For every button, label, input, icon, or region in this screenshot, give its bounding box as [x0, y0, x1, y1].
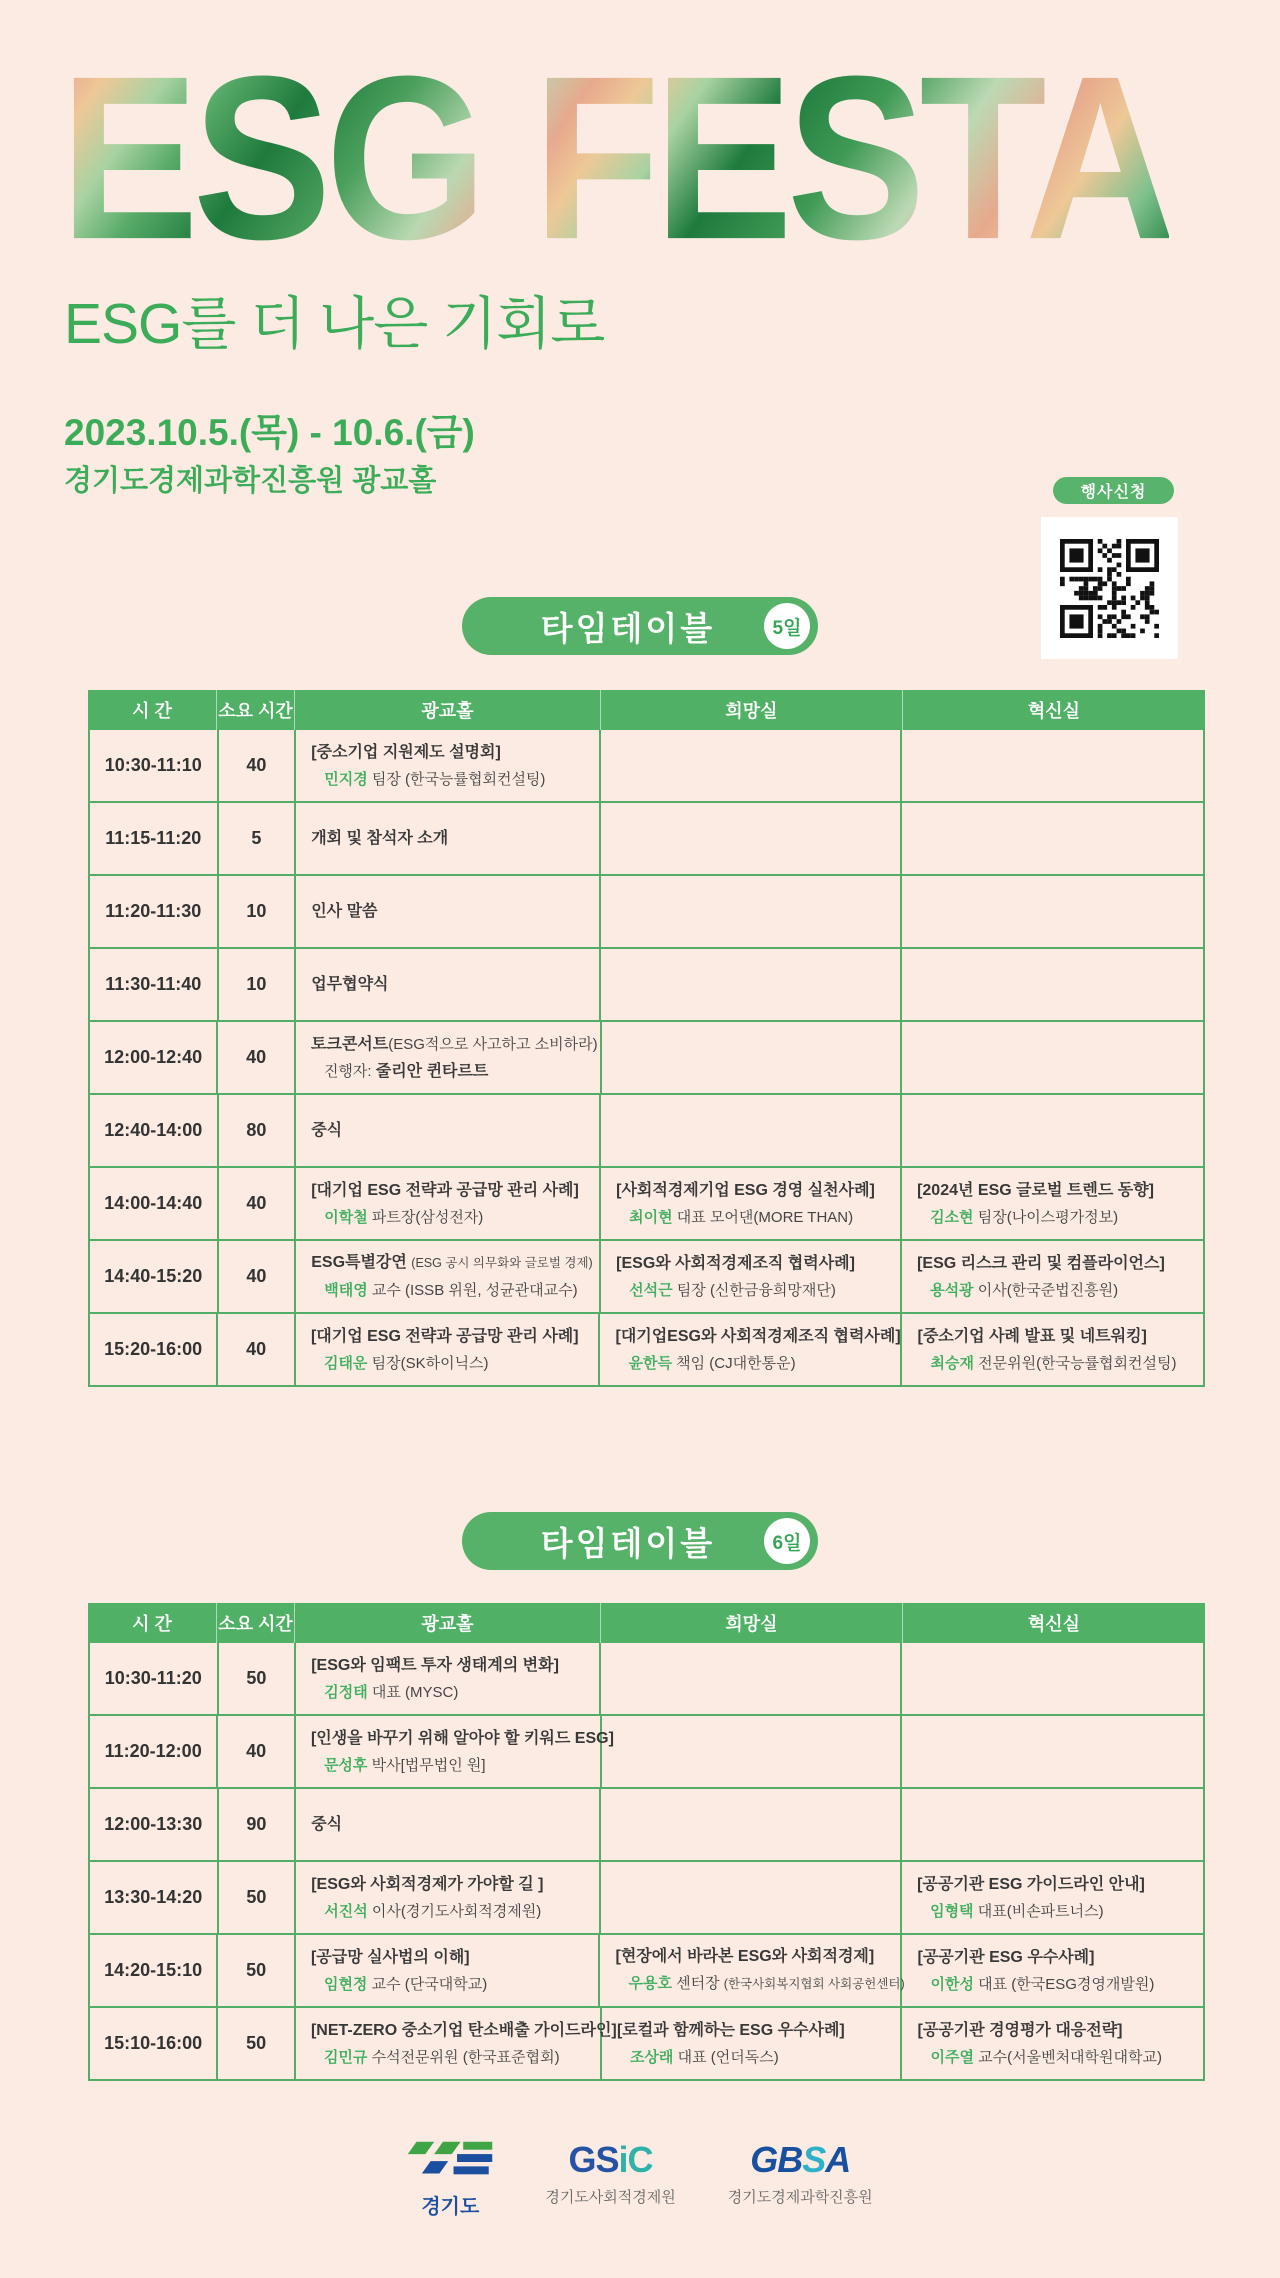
- session-text: ESG특별강연: [311, 1254, 412, 1271]
- session-line: [617, 2019, 895, 2042]
- time-cell: 14:40-15:20: [90, 1241, 219, 1312]
- session-line: [917, 1873, 1197, 1896]
- session-cell: [600, 1314, 902, 1385]
- session-text: 교수 (ISSB 위원, 성균관대교수): [367, 1282, 578, 1299]
- session-text: [공공기관 ESG 우수사례]: [917, 1948, 1095, 1966]
- speaker-name: 민지경: [324, 770, 368, 788]
- session-text: 전문위원(한국능률협회컨설팅): [973, 1354, 1177, 1372]
- session-text: 대표 모어댄(MORE THAN): [672, 1208, 854, 1226]
- session-cell: [902, 2008, 1203, 2079]
- session-text: 대표 (언더독스): [673, 2048, 779, 2066]
- session-text: [사회적경제기업 ESG 경영 실천사례]: [616, 1181, 875, 1199]
- session-text: 센터장: [671, 1975, 724, 1992]
- speaker-name: 이주열: [930, 2048, 974, 2066]
- table-body: [88, 730, 1205, 1387]
- session-text: [대기업ESG와 사회적경제조직 협력사례]: [615, 1327, 901, 1345]
- speaker-name: 선석근: [629, 1281, 673, 1299]
- timetable-label: 타임테이블: [540, 1524, 716, 1562]
- session-line: [615, 1972, 905, 1996]
- session-text: 팀장 (신한금융희망재단): [672, 1281, 836, 1299]
- session-line: [917, 1252, 1197, 1275]
- speaker-name: 임현정: [323, 1975, 368, 1993]
- session-text: 인사 말씀: [311, 903, 378, 920]
- session-cell: [296, 803, 601, 874]
- gyeonggi-mark-icon: [407, 2140, 493, 2184]
- session-line: [311, 900, 593, 923]
- session-text: (한국사회복지협회 사회공헌센터): [723, 1977, 905, 1991]
- session-cell: [902, 1168, 1203, 1239]
- session-cell: [902, 730, 1203, 801]
- session-cell: [902, 1314, 1203, 1385]
- gbsa-post: A: [825, 2139, 851, 2180]
- session-cell: [296, 1862, 601, 1933]
- session-text: [ESG와 임팩트 투자 생태계의 변화]: [311, 1656, 559, 1674]
- session-cell: [602, 2008, 903, 2079]
- time-cell: 12:00-13:30: [90, 1789, 219, 1860]
- time-cell: 14:20-15:10: [90, 1935, 218, 2006]
- session-line: [917, 1973, 1197, 1996]
- session-line: [917, 1179, 1197, 1202]
- table-row: [90, 876, 1203, 949]
- speaker-name: 윤한득: [628, 1354, 672, 1372]
- session-cell: [296, 2008, 617, 2079]
- session-cell: [601, 949, 902, 1020]
- session-text: 줄리안 퀸타르트: [375, 1062, 489, 1080]
- session-text: 교수 (단국대학교): [367, 1975, 488, 1993]
- column-header: 광교홀: [295, 690, 601, 730]
- session-line: [917, 1946, 1197, 1969]
- duration-cell: 50: [219, 1862, 297, 1933]
- speaker-name: 이한성: [930, 1975, 974, 1993]
- table-row: [90, 803, 1203, 876]
- time-cell: 12:00-12:40: [90, 1022, 218, 1093]
- session-cell: [902, 1789, 1203, 1860]
- time-cell: 11:15-11:20: [90, 803, 219, 874]
- session-text: 팀장 (한국능률협회컨설팅): [367, 770, 546, 788]
- session-line: [311, 1206, 593, 1229]
- time-cell: 11:20-12:00: [90, 1716, 218, 1787]
- duration-cell: 40: [219, 1168, 297, 1239]
- duration-cell: 10: [219, 949, 297, 1020]
- timetable-day5: [88, 690, 1205, 1387]
- gbsa-label: 경기도경제과학진흥원: [727, 2189, 873, 2206]
- session-cell: [601, 1241, 902, 1312]
- event-title: ESG FESTA: [60, 28, 1170, 289]
- session-line: [615, 1325, 901, 1348]
- session-cell: [602, 1716, 903, 1787]
- session-line: [311, 1325, 593, 1348]
- footer-logos: [0, 2140, 1280, 2219]
- session-cell: [601, 1862, 902, 1933]
- session-cell: [902, 1716, 1203, 1787]
- session-cell: [296, 1168, 601, 1239]
- column-header: 혁신실: [1027, 701, 1081, 721]
- table-header: [88, 1603, 1205, 1643]
- session-text: [인생을 바꾸기 위해 알아야 할 키워드 ESG]: [310, 1729, 614, 1747]
- session-line: [311, 741, 593, 764]
- table-header: [88, 690, 1205, 730]
- session-line: [615, 1352, 894, 1375]
- column-header: 시 간: [88, 690, 217, 730]
- time-cell: 11:20-11:30: [90, 876, 219, 947]
- table-row: [90, 1643, 1203, 1716]
- session-line: [917, 1206, 1197, 1229]
- session-line: [311, 1681, 593, 1704]
- session-line: [917, 1900, 1197, 1923]
- gbsa-logo: [728, 2140, 873, 2207]
- session-text: [중소기업 사례 발표 및 네트워킹]: [917, 1327, 1147, 1345]
- session-line: [311, 1279, 593, 1302]
- event-subtitle: ESG를 더 나은 기회로: [64, 292, 605, 356]
- register-button[interactable]: 행사신청: [1053, 477, 1174, 504]
- session-line: [917, 2019, 1197, 2042]
- gbsa-wordmark-icon: [750, 2140, 850, 2180]
- session-line: [311, 973, 593, 996]
- speaker-name: 김소현: [930, 1208, 974, 1226]
- session-text: 책임 (CJ대한통운): [671, 1354, 796, 1372]
- duration-cell: 50: [219, 1643, 297, 1714]
- session-text: 파트장(삼성전자): [367, 1208, 484, 1226]
- gsic-wordmark-icon: [569, 2140, 653, 2180]
- session-text: 대표(비손파트너스): [973, 1902, 1104, 1920]
- table-row: [90, 1789, 1203, 1862]
- speaker-name: 임형택: [930, 1902, 974, 1920]
- session-line: [917, 2046, 1197, 2069]
- speaker-name: 용석광: [930, 1281, 974, 1299]
- session-line: [311, 1946, 593, 1969]
- session-line: [311, 1813, 593, 1836]
- session-line: [311, 1973, 593, 1996]
- session-text: [NET-ZERO 중소기업 탄소배출 가이드라인]: [310, 2021, 617, 2039]
- table-row: [90, 1862, 1203, 1935]
- session-cell: [296, 1241, 601, 1312]
- session-cell: [296, 1935, 601, 2006]
- session-line: [311, 827, 593, 850]
- session-line: [917, 1352, 1197, 1375]
- session-cell: [902, 876, 1203, 947]
- speaker-name: 문성후: [323, 1756, 368, 1774]
- table-row: [90, 1314, 1203, 1385]
- session-cell: [601, 1643, 902, 1714]
- session-cell: [902, 803, 1203, 874]
- column-header: 소요 시간: [217, 690, 295, 730]
- timetable-day6-pill: [462, 1512, 818, 1570]
- duration-cell: 40: [218, 1314, 296, 1385]
- session-line: [917, 1325, 1197, 1348]
- session-text: 중식: [311, 1122, 343, 1139]
- session-text: [ESG와 사회적경제조직 협력사례]: [616, 1254, 855, 1272]
- session-cell: [600, 1935, 905, 2006]
- session-cell: [296, 1022, 602, 1093]
- session-line: [616, 1179, 894, 1202]
- speaker-name: 조상래: [629, 2048, 674, 2066]
- session-cell: [296, 1314, 601, 1385]
- session-line: [311, 2046, 594, 2069]
- session-text: 팀장(나이스평가정보): [973, 1208, 1119, 1226]
- column-header: 희망실: [601, 1603, 903, 1643]
- session-line: [311, 1119, 593, 1142]
- session-line: [311, 1179, 593, 1202]
- session-line: [311, 1900, 593, 1923]
- duration-cell: 40: [218, 1022, 296, 1093]
- session-cell: [296, 876, 601, 947]
- session-cell: [601, 1095, 902, 1166]
- table-row: [90, 730, 1203, 803]
- gbsa-s: S: [802, 2139, 826, 2180]
- timetable-day6: [88, 1603, 1205, 2081]
- gsic-teal: iC: [618, 2139, 653, 2180]
- session-line: [311, 768, 593, 791]
- session-text: [대기업 ESG 전략과 공급망 관리 사례]: [311, 1181, 579, 1199]
- column-header: 소요 시간: [217, 1603, 295, 1643]
- speaker-name: 최승재: [930, 1354, 974, 1372]
- gbsa-pre: GB: [750, 2139, 803, 2180]
- time-cell: 15:10-16:00: [90, 2008, 218, 2079]
- session-line: [616, 1252, 894, 1275]
- session-text: 업무협약식: [311, 976, 389, 993]
- event-venue: 경기도경제과학진흥원 광교홀: [64, 465, 437, 497]
- session-text: 수석전문위원 (한국표준협회): [367, 2048, 560, 2066]
- time-cell: 12:40-14:00: [90, 1095, 219, 1166]
- time-cell: 10:30-11:20: [90, 1643, 219, 1714]
- column-header: 광교홀: [295, 1603, 601, 1643]
- session-line: [310, 1033, 598, 1056]
- table-row: [90, 2008, 1203, 2079]
- session-cell: [601, 876, 902, 947]
- duration-cell: 40: [219, 1241, 297, 1312]
- gyeonggi-label: 경기도: [421, 2196, 480, 2218]
- session-cell: [296, 1095, 601, 1166]
- time-cell: 10:30-11:10: [90, 730, 219, 801]
- time-cell: 11:30-11:40: [90, 949, 219, 1020]
- session-cell: [601, 1789, 902, 1860]
- speaker-name: 우용호: [628, 1975, 672, 1992]
- table-row: [90, 1168, 1203, 1241]
- session-text: 박사[법무법인 원]: [367, 1756, 486, 1774]
- session-text: [중소기업 지원제도 설명회]: [311, 743, 501, 761]
- column-header: 시 간: [88, 1603, 217, 1643]
- session-cell: [296, 730, 601, 801]
- session-line: [615, 1945, 894, 1968]
- timetable-day5-pill: [462, 597, 818, 655]
- session-text: [로컬과 함께하는 ESG 우수사례]: [616, 2021, 845, 2039]
- session-text: 개회 및 참석자 소개: [311, 830, 449, 847]
- duration-cell: 50: [218, 2008, 296, 2079]
- session-line: [311, 1060, 594, 1083]
- duration-cell: 50: [218, 1935, 296, 2006]
- qr-code: [1041, 517, 1178, 659]
- session-line: [310, 1727, 614, 1750]
- column-header: 희망실: [601, 690, 903, 730]
- speaker-name: 백태영: [324, 1282, 368, 1299]
- session-line: [616, 1279, 894, 1302]
- session-line: [311, 1873, 593, 1896]
- session-text: 토크콘서트: [310, 1035, 389, 1053]
- event-dates: 2023.10.5.(목) - 10.6.(금): [64, 412, 475, 453]
- speaker-name: 서진석: [324, 1902, 368, 1920]
- session-cell: [902, 1643, 1203, 1714]
- session-text: [공급망 실사법의 이해]: [310, 1948, 470, 1966]
- duration-cell: 40: [218, 1716, 296, 1787]
- session-cell: [602, 1022, 903, 1093]
- session-text: (ESG 공시 의무화와 글로벌 경제): [411, 1256, 593, 1270]
- session-text: 중식: [311, 1816, 343, 1833]
- table-row: [90, 1716, 1203, 1789]
- session-cell: [902, 949, 1203, 1020]
- session-text: [공공기관 경영평가 대응전략]: [917, 2021, 1123, 2039]
- session-cell: [601, 803, 902, 874]
- duration-cell: 90: [219, 1789, 297, 1860]
- session-cell: [296, 1643, 601, 1714]
- gsic-logo: [545, 2140, 675, 2207]
- duration-cell: 5: [219, 803, 297, 874]
- session-text: [공공기관 ESG 가이드라인 안내]: [917, 1875, 1145, 1893]
- qr-pattern: [1060, 539, 1159, 638]
- session-line: [311, 1654, 593, 1677]
- session-cell: [296, 1789, 601, 1860]
- table-row: [90, 949, 1203, 1022]
- session-line: [310, 2019, 617, 2042]
- session-cell: [601, 1168, 902, 1239]
- column-header: 혁신실: [1027, 1614, 1081, 1634]
- session-text: 이사(경기도사회적경제원): [367, 1902, 542, 1920]
- speaker-name: 김정태: [324, 1683, 368, 1701]
- session-cell: [296, 1716, 614, 1787]
- day6-badge: 6일: [764, 1518, 810, 1564]
- session-text: (ESG적으로 사고하고 소비하라): [388, 1035, 598, 1053]
- timetable-label: 타임테이블: [540, 609, 716, 647]
- session-text: [2024년 ESG 글로벌 트렌드 동향]: [917, 1181, 1155, 1199]
- session-line: [311, 1754, 594, 1777]
- duration-cell: 40: [219, 730, 297, 801]
- table-row: [90, 1095, 1203, 1168]
- time-cell: 15:20-16:00: [90, 1314, 218, 1385]
- session-cell: [902, 1935, 1203, 2006]
- gsic-label: 경기도사회적경제원: [545, 2189, 676, 2206]
- session-text: [ESG 리스크 관리 및 컴플라이언스]: [917, 1254, 1165, 1272]
- session-line: [311, 1251, 593, 1275]
- session-text: 교수(서울벤처대학원대학교): [973, 2048, 1162, 2066]
- session-text: [현장에서 바라본 ESG와 사회적경제]: [615, 1948, 875, 1965]
- day5-badge: 5일: [764, 603, 810, 649]
- session-line: [917, 1279, 1197, 1302]
- time-cell: 13:30-14:20: [90, 1862, 219, 1933]
- duration-cell: 80: [219, 1095, 297, 1166]
- speaker-name: 김민규: [323, 2048, 368, 2066]
- session-text: [ESG와 사회적경제가 가야할 길 ]: [311, 1875, 544, 1893]
- session-cell: [601, 730, 902, 801]
- gsic-blue: GS: [568, 2139, 619, 2180]
- session-line: [616, 1206, 894, 1229]
- speaker-name: 최이현: [629, 1208, 673, 1226]
- session-cell: [902, 1862, 1203, 1933]
- duration-cell: 10: [219, 876, 297, 947]
- session-text: 이사(한국준법진흥원): [973, 1281, 1119, 1299]
- session-text: [대기업 ESG 전략과 공급망 관리 사례]: [310, 1327, 579, 1345]
- session-text: 팀장(SK하이닉스): [367, 1354, 489, 1372]
- session-text: 대표 (한국ESG경영개발원): [973, 1975, 1155, 1993]
- speaker-name: 이학철: [324, 1208, 368, 1226]
- table-body: [88, 1643, 1205, 2081]
- session-cell: [296, 949, 601, 1020]
- table-row: [90, 1935, 1203, 2008]
- session-text: 대표 (MYSC): [367, 1683, 459, 1701]
- session-line: [311, 1352, 593, 1375]
- gyeonggi-province-logo: [407, 2140, 493, 2219]
- time-cell: 14:00-14:40: [90, 1168, 219, 1239]
- session-cell: [902, 1241, 1203, 1312]
- session-text: 진행자:: [323, 1062, 376, 1080]
- session-line: [617, 2046, 895, 2069]
- session-cell: [902, 1095, 1203, 1166]
- table-row: [90, 1022, 1203, 1095]
- table-row: [90, 1241, 1203, 1314]
- speaker-name: 김태운: [323, 1354, 368, 1372]
- session-cell: [902, 1022, 1203, 1093]
